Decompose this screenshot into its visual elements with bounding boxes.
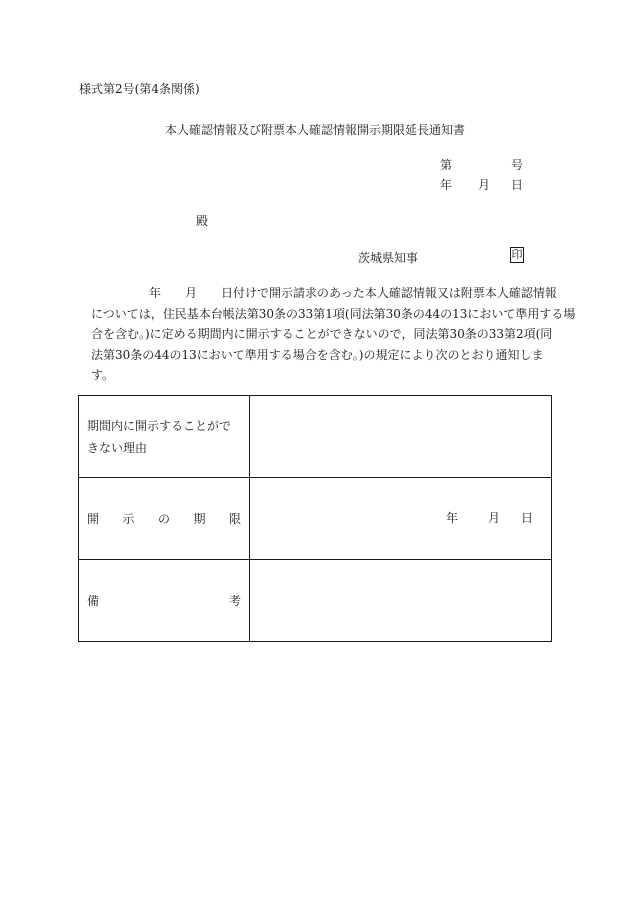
reason-label-cell bbox=[79, 396, 250, 478]
remarks-label-cell bbox=[79, 560, 250, 642]
date-year-label: 年 bbox=[440, 178, 453, 192]
document-number-label: 第 bbox=[440, 158, 453, 172]
deadline-day-label: 日 bbox=[521, 510, 534, 525]
table-row bbox=[79, 396, 552, 478]
remarks-value-cell[interactable] bbox=[250, 560, 552, 642]
body-paragraph bbox=[91, 283, 576, 386]
issuer-name: 茨城県知事 bbox=[358, 251, 419, 265]
deadline-label-char: 期 bbox=[193, 512, 206, 526]
date-month-label: 月 bbox=[478, 178, 491, 192]
deadline-label-char: 開 bbox=[87, 512, 100, 526]
remarks-label-char: 考 bbox=[228, 594, 241, 608]
seal-mark: 印 bbox=[511, 248, 523, 261]
table-row bbox=[79, 560, 552, 642]
deadline-value-cell[interactable] bbox=[250, 478, 552, 560]
date-day-label: 日 bbox=[511, 178, 524, 192]
body-line: す。 bbox=[91, 368, 115, 382]
document-number-suffix: 号 bbox=[511, 158, 524, 172]
body-line: 年 月 日付けで開示請求のあった本人確認情報又は附票本人確認情報 bbox=[149, 286, 557, 300]
form-number: 様式第2号(第4条関係) bbox=[79, 82, 200, 96]
deadline-year-label: 年 bbox=[446, 510, 459, 525]
remarks-label-char: 備 bbox=[87, 594, 100, 608]
document-title: 本人確認情報及び附票本人確認情報開示期限延長通知書 bbox=[164, 123, 465, 137]
reason-label-line: きない理由 bbox=[87, 440, 148, 455]
deadline-label-char: の bbox=[157, 512, 170, 526]
deadline-month-label: 月 bbox=[488, 510, 501, 525]
table-row bbox=[79, 478, 552, 560]
deadline-label-char: 示 bbox=[122, 512, 135, 526]
reason-value-cell[interactable] bbox=[250, 396, 552, 478]
reason-label-line: 期間内に開示することがで bbox=[87, 418, 232, 433]
body-line: については，住民基本台帳法第30条の33第1項(同法第30条の44の13において準用する場 bbox=[91, 306, 576, 321]
body-line: 合を含む。)に定める期間内に開示することができないので，同法第30条の33第2項(同 bbox=[91, 327, 553, 341]
body-line: 法第30条の44の13において準用する場合を含む。)の規定により次のとおり通知しま bbox=[91, 347, 544, 362]
deadline-label-cell bbox=[79, 478, 250, 560]
deadline-label-char: 限 bbox=[228, 512, 241, 526]
notice-details-table bbox=[78, 395, 552, 642]
recipient-honorific: 殿 bbox=[196, 214, 209, 228]
